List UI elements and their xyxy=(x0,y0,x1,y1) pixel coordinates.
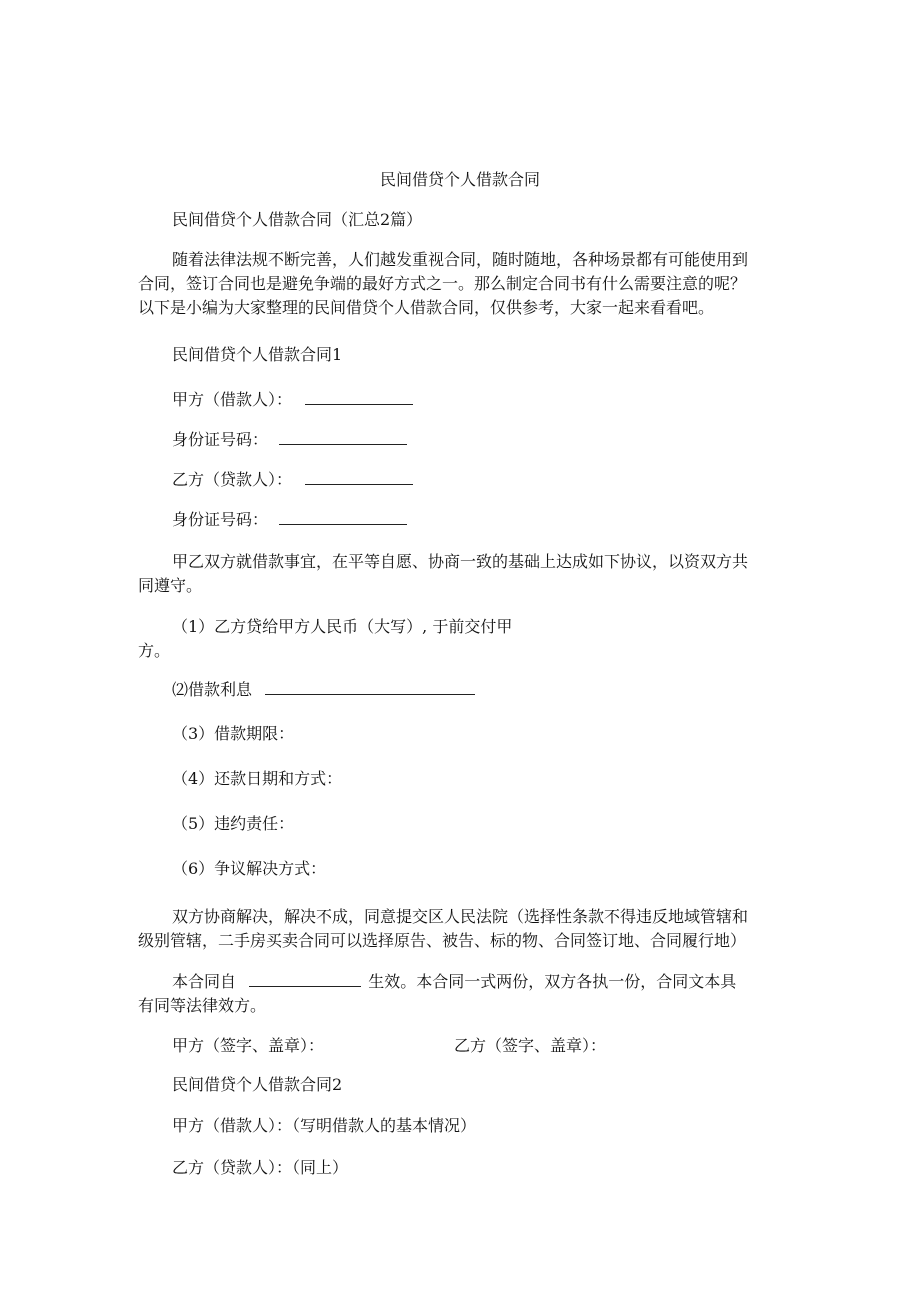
document-subtitle: 民间借贷个人借款合同（汇总2篇） xyxy=(172,210,423,229)
clause-2-row xyxy=(172,680,475,700)
agreement-line-2: 同遵守。 xyxy=(138,576,203,595)
contract1-heading: 民间借贷个人借款合同1 xyxy=(172,345,343,364)
clause-1-line-2: 方。 xyxy=(138,641,171,660)
intro-line-2: 合同，签订合同也是避免争端的最好方式之一。那么制定合同书有什么需要注意的呢？ xyxy=(138,274,747,293)
signature-b: 乙方（签字、盖章）： xyxy=(454,1036,607,1055)
contract2-party-b: 乙方（贷款人）：（同上） xyxy=(172,1158,349,1177)
agreement-line-1: 甲乙双方就借款事宜，在平等自愿、协商一致的基础上达成如下协议，以资双方共 xyxy=(172,552,749,571)
clause-5: （5）违约责任： xyxy=(172,814,295,833)
clause-6: （6）争议解决方式： xyxy=(172,859,327,878)
party-a-label: 甲方（借款人）： xyxy=(172,390,293,409)
dispute-line-1: 双方协商解决，解决不成，同意提交区人民法院（选择性条款不得违反地域管辖和 xyxy=(172,907,749,926)
intro-line-3: 以下是小编为大家整理的民间借贷个人借款合同，仅供参考，大家一起来看看吧。 xyxy=(138,298,715,317)
party-a-blank xyxy=(305,390,413,405)
effective-suffix: 生效。本合同一式两份，双方各执一份，合同文本具 xyxy=(368,972,737,991)
party-b-blank xyxy=(305,470,413,485)
id-b-row xyxy=(172,510,407,530)
effective-line-1 xyxy=(172,972,736,992)
clause-4: （4）还款日期和方式： xyxy=(172,769,343,788)
intro-line-1: 随着法律法规不断完善，人们越发重视合同，随时随地，各种场景都有可能使用到 xyxy=(172,250,749,269)
interest-blank xyxy=(265,680,475,695)
clause-2-label: ⑵借款利息 xyxy=(172,680,253,699)
party-b-row xyxy=(172,470,413,490)
party-b-label: 乙方（贷款人）： xyxy=(172,470,293,489)
effective-date-blank xyxy=(249,972,361,987)
clause-3: （3）借款期限： xyxy=(172,724,295,743)
id-a-label: 身份证号码： xyxy=(172,430,269,449)
effective-line-2: 有同等法律效方。 xyxy=(138,996,267,1015)
id-a-row xyxy=(172,430,407,450)
contract2-heading: 民间借贷个人借款合同2 xyxy=(172,1075,343,1094)
dispute-line-2: 级别管辖，二手房买卖合同可以选择原告、被告、标的物、合同签订地、合同履行地） xyxy=(138,931,747,950)
id-b-label: 身份证号码： xyxy=(172,510,269,529)
id-b-blank xyxy=(279,510,407,525)
id-a-blank xyxy=(279,430,407,445)
effective-prefix: 本合同自 xyxy=(172,972,237,991)
party-a-row xyxy=(172,390,413,410)
signature-a: 甲方（签字、盖章）： xyxy=(172,1036,325,1055)
document-title: 民间借贷个人借款合同 xyxy=(379,170,540,189)
clause-1-line-1: （1）乙方贷给甲方人民币（大写）, 于前交付甲 xyxy=(172,617,513,636)
contract2-party-a: 甲方（借款人）：（写明借款人的基本情况） xyxy=(172,1116,477,1135)
